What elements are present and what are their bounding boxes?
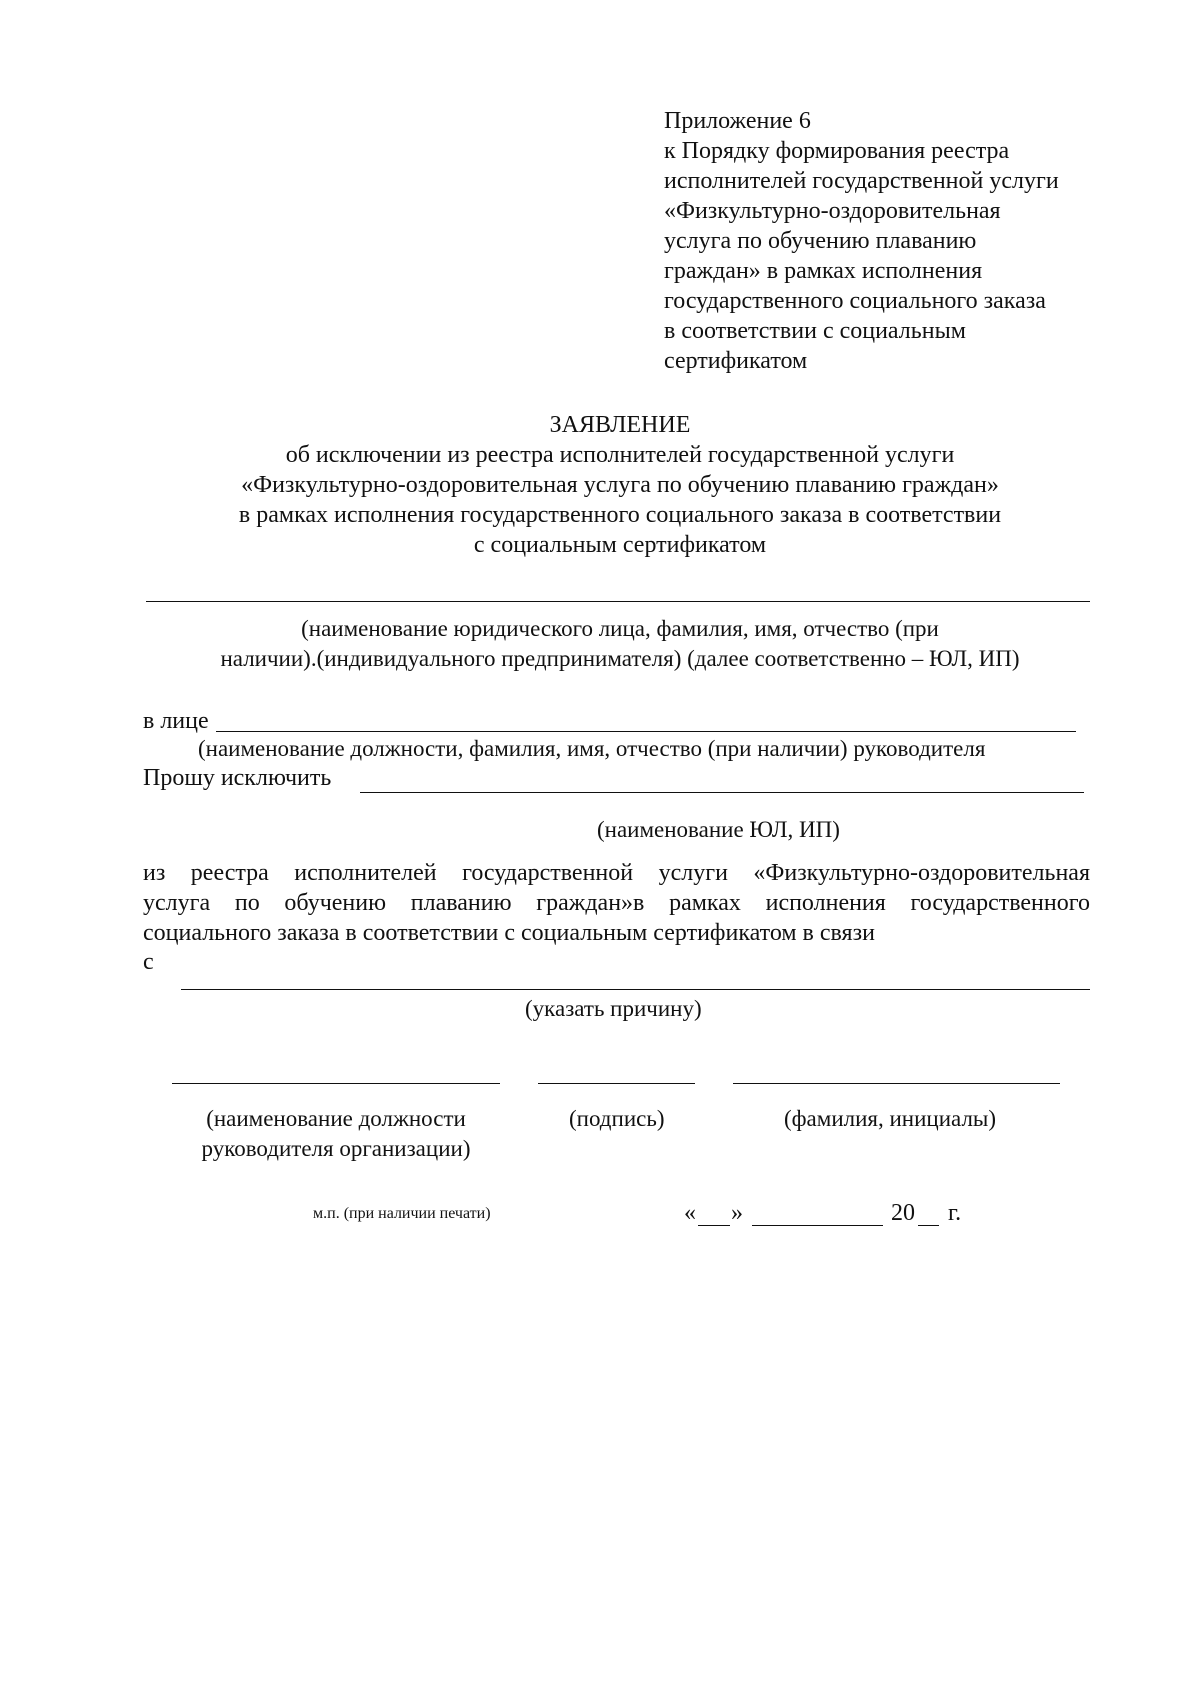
representative-line[interactable] xyxy=(216,731,1076,732)
request-label: Прошу исключить xyxy=(143,765,332,791)
date-year-prefix: 20 xyxy=(891,1200,915,1226)
appendix-line: к Порядку формирования реестра xyxy=(664,138,1010,164)
name-hint: (фамилия, инициалы) xyxy=(784,1106,997,1131)
reason-line[interactable] xyxy=(181,989,1090,990)
request-entity-line[interactable] xyxy=(360,792,1084,793)
applicant-hint-line: (наименование юридического лица, фамилия, имя, отчество (при xyxy=(301,616,939,641)
representative-hint: (наименование должности, фамилия, имя, отчество (при наличии) руководителя xyxy=(198,736,986,761)
reason-hint: (указать причину) xyxy=(525,996,702,1021)
appendix-line: Приложение 6 xyxy=(664,108,811,134)
body-line: услуга по обучению плаванию граждан»в рамках исполнения государственного xyxy=(143,890,1090,916)
date-close-quote: » xyxy=(731,1200,743,1226)
position-hint-line: руководителя организации) xyxy=(201,1136,471,1161)
title-line: в рамках исполнения государственного социального заказа в соответствии xyxy=(238,502,1002,528)
date-month-line[interactable] xyxy=(752,1225,883,1226)
applicant-name-line[interactable] xyxy=(146,601,1090,602)
title-line: об исключении из реестра исполнителей государственной услуги xyxy=(285,442,955,468)
title-line: с социальным сертификатом xyxy=(473,532,767,558)
appendix-line: в соответствии с социальным xyxy=(664,318,966,344)
signature-hint: (подпись) xyxy=(569,1106,665,1131)
applicant-hint-line: наличии).(индивидуального предпринимателя) (далее соответственно – ЮЛ, ИП) xyxy=(220,646,1020,671)
title-line: «Физкультурно-оздоровительная услуга по обучению плаванию граждан» xyxy=(241,472,999,498)
applicant-hint xyxy=(140,614,1100,674)
representative-label: в лице xyxy=(143,708,209,734)
title-heading: ЗАЯВЛЕНИЕ xyxy=(549,412,691,438)
appendix-line: услуга по обучению плаванию xyxy=(664,228,977,254)
stamp-note: м.п. (при наличии печати) xyxy=(313,1205,491,1222)
appendix-block xyxy=(664,106,1059,376)
date-day-line[interactable] xyxy=(698,1225,730,1226)
document-title xyxy=(140,410,1100,560)
position-signature-line[interactable] xyxy=(172,1083,500,1084)
body-line: социального заказа в соответствии с социальным сертификатом в связи xyxy=(143,920,875,946)
position-hint xyxy=(172,1104,500,1164)
appendix-line: сертификатом xyxy=(664,348,808,374)
date-open-quote: « xyxy=(684,1200,696,1226)
appendix-line: граждан» в рамках исполнения xyxy=(664,258,983,284)
position-hint-line: (наименование должности xyxy=(206,1106,466,1131)
signature-line[interactable] xyxy=(538,1083,695,1084)
appendix-line: государственного социального заказа xyxy=(664,288,1046,314)
appendix-line: исполнителей государственной услуги xyxy=(664,168,1059,194)
body-line: из реестра исполнителей государственной услуги «Физкультурно-оздоровительная xyxy=(143,860,1090,886)
date-year-line[interactable] xyxy=(918,1225,939,1226)
request-hint: (наименование ЮЛ, ИП) xyxy=(597,817,840,842)
date-year-suffix: г. xyxy=(948,1200,962,1226)
appendix-line: «Физкультурно-оздоровительная xyxy=(664,198,1001,224)
body-line: с xyxy=(143,949,154,975)
name-signature-line[interactable] xyxy=(733,1083,1060,1084)
